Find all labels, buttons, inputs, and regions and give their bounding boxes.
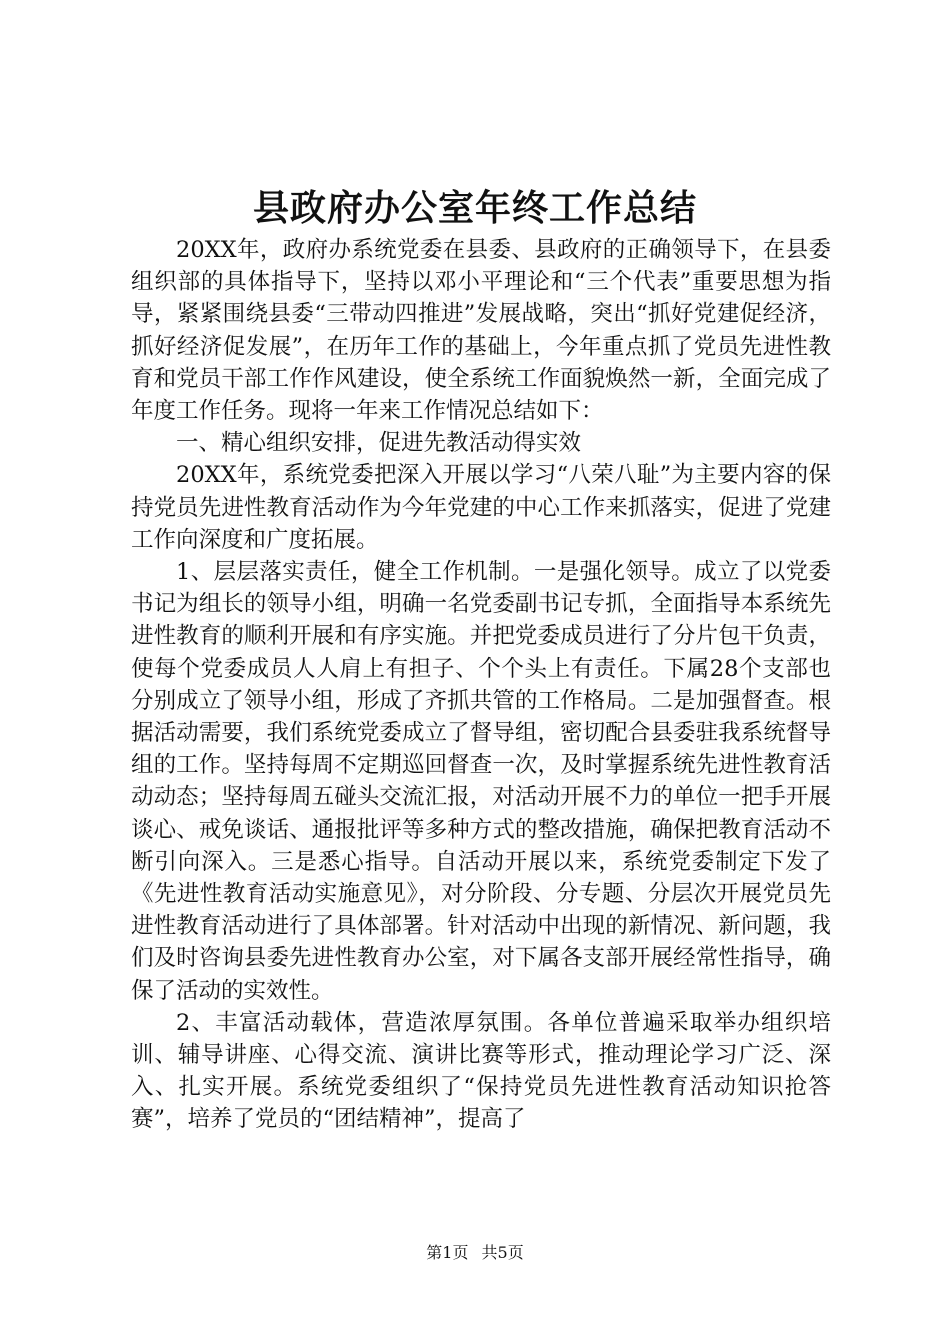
paragraph-item-2: 2、丰富活动载体，营造浓厚氛围。各单位普遍采取举办组织培训、辅导讲座、心得交流、演讲比赛等形式，推动理论学习广泛、深入、扎实开展。系统党委组织了“保持党员先进性教育活动知识抢答赛”，培养了党员的“团结精神”，提高了 [131, 1009, 831, 1133]
paragraph-section-1: 20XX年，系统党委把深入开展以学习“八荣八耻”为主要内容的保持党员先进性教育活动作为今年党建的中心工作来抓落实，促进了党建工作向深度和广度拓展。 [131, 462, 831, 553]
page-number: 第1页 [426, 1243, 469, 1262]
page-footer [0, 1242, 950, 1264]
document-body [131, 234, 831, 1136]
paragraph-item-1: 1、层层落实责任，健全工作机制。一是强化领导。成立了以党委书记为组长的领导小组，明确一名党委副书记专抓，全面指导本系统先进性教育的顺利开展和有序实施。并把党委成员进行了分片包干负责，使每个党委成员人人肩上有担子、个个头上有责任。下属28个支部也分别成立了领导小组，形成了齐抓共管的工作格局。二是加强督查。根据活动需要，我们系统党委成立了督导组，密切配合县委驻我系统督导组的工作。坚持每周不定期巡回督查一次，及时掌握系统先进性教育活动动态；坚持每周五碰头交流汇报，对活动开展不力的单位一把手开展谈心、戒免谈话、通报批评等多种方式的整改措施，确保把教育活动不断引向深入。三是悉心指导。自活动开展以来，系统党委制定下发了《先进性教育活动实施意见》，对分阶段、分专题、分层次开展党员先进性教育活动进行了具体部署。针对活动中出现的新情况、新问题，我们及时咨询县委先进性教育办公室，对下属各支部开展经常性指导，确保了活动的实效性。 [131, 559, 831, 1004]
section-heading-1: 一、精心组织安排，促进先教活动得实效 [176, 430, 582, 457]
page-total: 共5页 [481, 1243, 524, 1262]
paragraph-intro: 20XX年，政府办系统党委在县委、县政府的正确领导下，在县委组织部的具体指导下，坚持以邓小平理论和“三个代表”重要思想为指导，紧紧围绕县委“三带动四推进”发展战略，突出“抓好党建促经济，抓好经济促发展”，在历年工作的基础上，今年重点抓了党员先进性教育和党员干部工作作风建设，使全系统工作面貌焕然一新，全面完成了年度工作任务。现将一年来工作情况总结如下： [131, 237, 831, 425]
document-title: 县政府办公室年终工作总结 [252, 187, 697, 229]
